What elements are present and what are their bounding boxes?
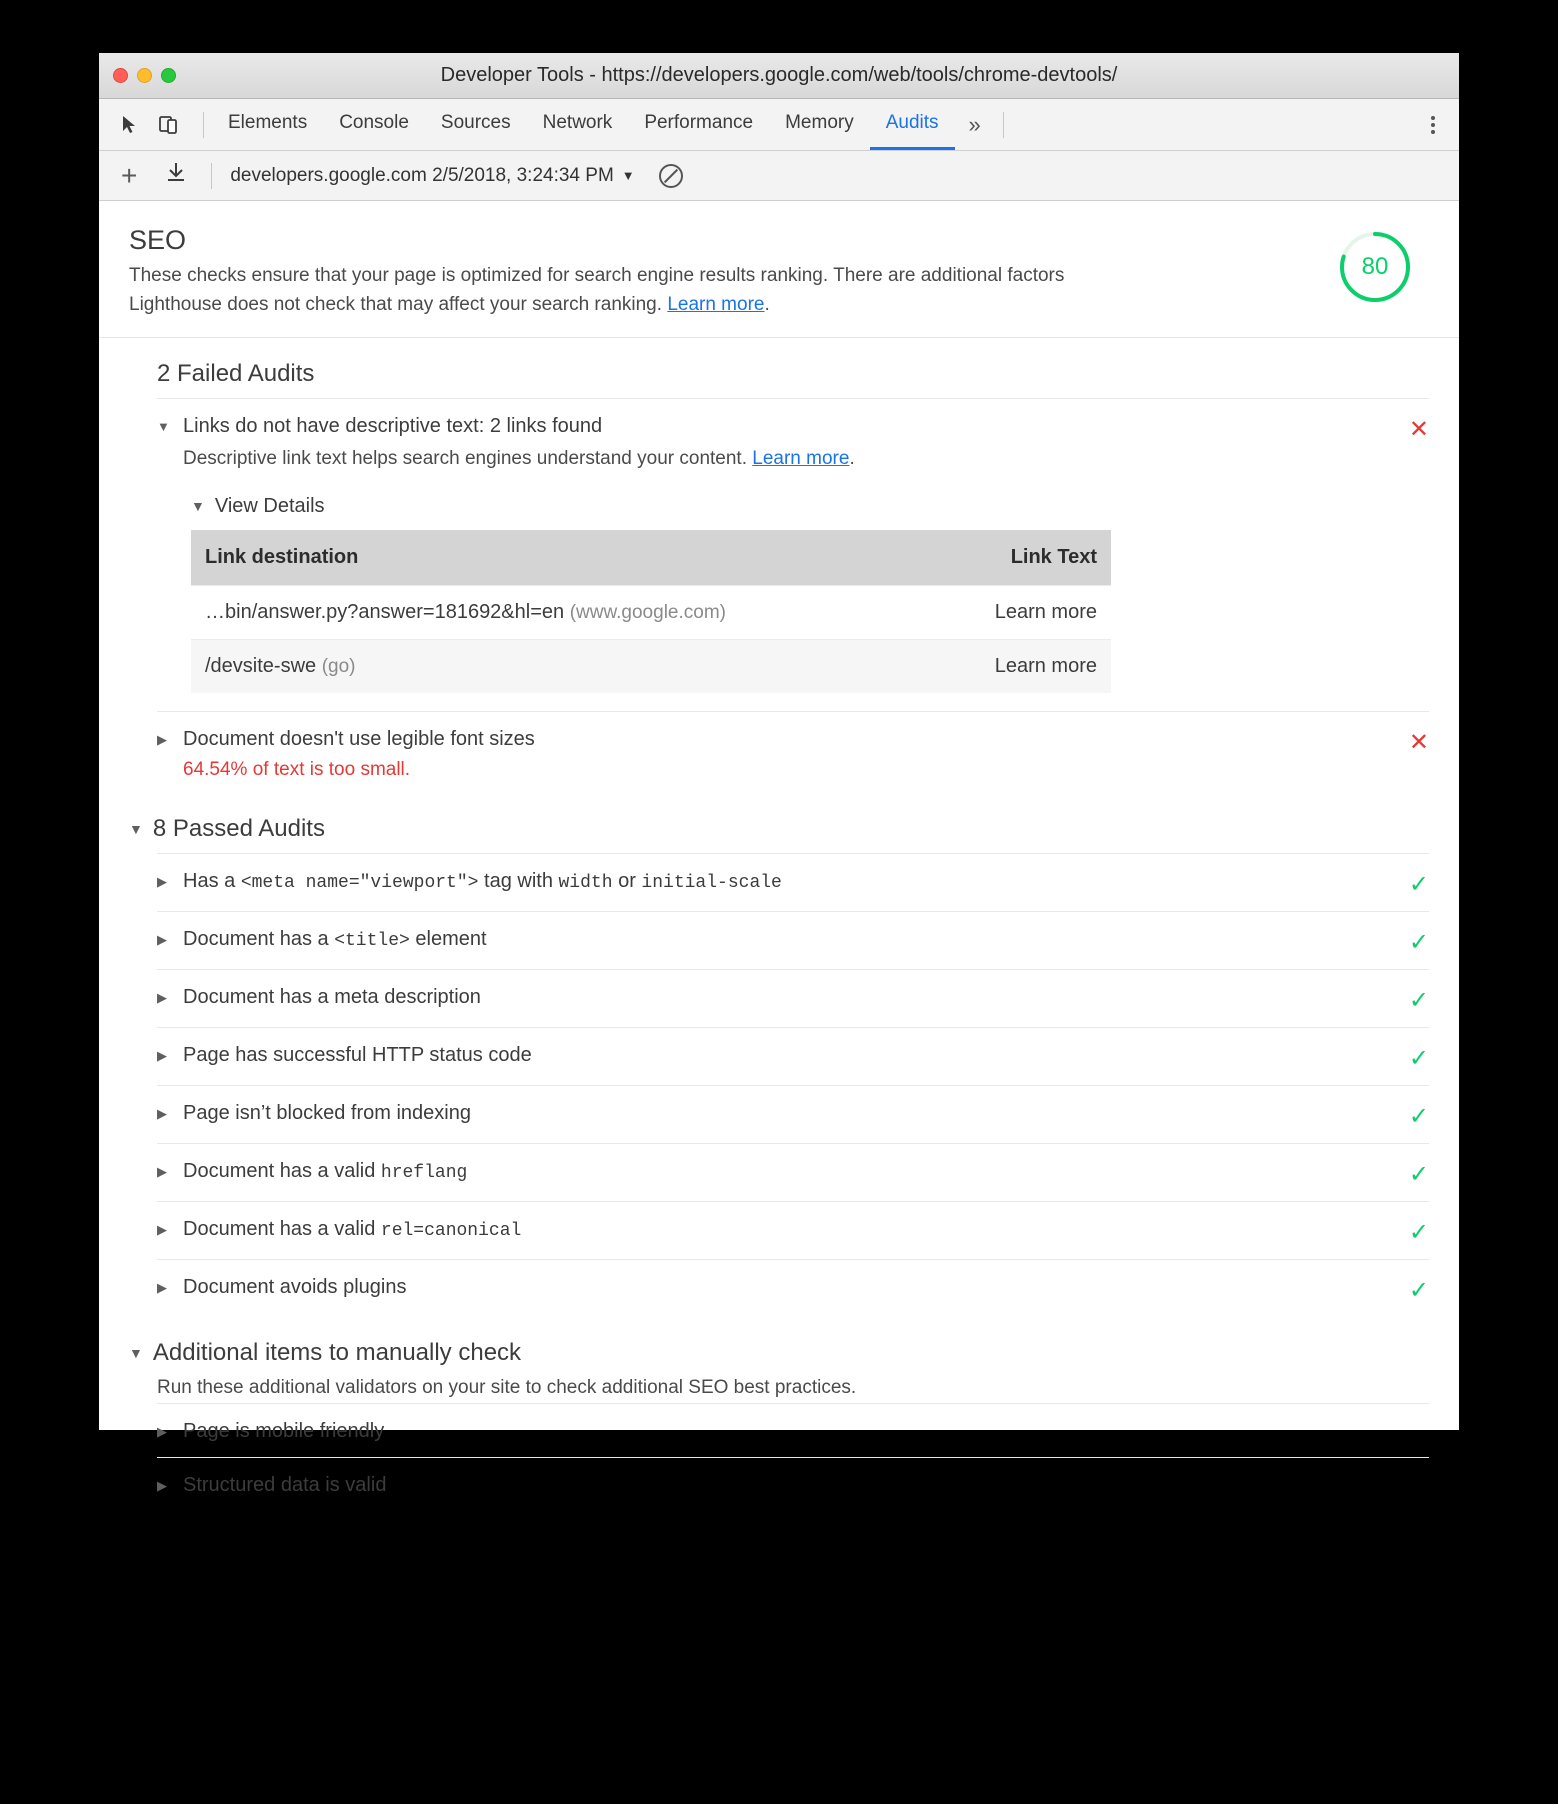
audit-description	[183, 446, 1389, 473]
tab-label: Performance	[644, 112, 754, 133]
manual-audits-heading[interactable]	[129, 1339, 1429, 1367]
view-details-toggle[interactable]	[191, 495, 1389, 518]
chevron-right-icon[interactable]: ▶	[157, 1105, 167, 1121]
audit-item-http-status[interactable]	[157, 1027, 1429, 1085]
link-details-table	[191, 530, 1111, 693]
manual-audits-description: Run these additional validators on your site to check additional SEO best practices.	[157, 1376, 857, 1398]
status-badge-none	[1389, 1418, 1429, 1420]
device-toolbar-icon[interactable]	[151, 108, 185, 142]
audit-item-meta-description[interactable]	[157, 969, 1429, 1027]
add-audit-button[interactable]: +	[121, 159, 138, 191]
link-destination-text: /devsite-swe	[205, 654, 317, 677]
kebab-menu-icon[interactable]	[1413, 116, 1453, 134]
tab-memory[interactable]	[769, 99, 870, 150]
audit-item-link-text[interactable]	[157, 398, 1429, 711]
chevron-right-icon[interactable]: ▶	[157, 1221, 167, 1237]
chevron-down-icon: ▼	[621, 168, 635, 183]
chevron-right-icon[interactable]: ▶	[157, 1423, 167, 1439]
audit-warning: 64.54% of text is too small.	[183, 758, 411, 780]
tool-icon-group	[105, 99, 195, 150]
toolbar-divider	[203, 112, 204, 138]
tab-label: Memory	[785, 112, 854, 133]
failed-audits-heading	[157, 360, 1429, 388]
audit-title: Page has successful HTTP status code	[183, 1043, 532, 1066]
chevron-right-icon[interactable]: ▶	[157, 989, 167, 1005]
cell-link-destination	[191, 639, 935, 693]
panel-tabs	[212, 99, 955, 150]
toolbar-divider	[1003, 112, 1004, 138]
page-title: SEO	[129, 225, 187, 255]
status-badge-pass: ✓	[1408, 870, 1429, 898]
download-icon[interactable]	[159, 161, 193, 190]
table-row	[191, 585, 1111, 639]
passed-audits-heading-label: 8 Passed Audits	[152, 814, 325, 842]
status-badge-pass: ✓	[1408, 1218, 1429, 1246]
audit-title: Document has a valid rel=canonical	[183, 1217, 522, 1241]
window-titlebar	[99, 53, 1459, 99]
chevron-right-icon[interactable]: ▶	[157, 1477, 167, 1493]
minimize-window-button[interactable]	[137, 68, 152, 83]
link-host-text: (www.google.com)	[569, 601, 726, 623]
audit-item-mobile-friendly[interactable]	[157, 1403, 1429, 1457]
window-controls[interactable]	[113, 68, 176, 83]
zoom-window-button[interactable]	[161, 68, 176, 83]
category-description-suffix: .	[764, 293, 770, 315]
table-header-row	[191, 530, 1111, 586]
tab-label: Elements	[228, 112, 308, 133]
view-details-label: View Details	[214, 494, 325, 517]
audit-item-font-size[interactable]	[157, 711, 1429, 793]
audit-learn-more-link[interactable]: Learn more	[752, 448, 850, 469]
close-window-button[interactable]	[113, 68, 128, 83]
tab-sources[interactable]	[425, 99, 527, 150]
status-badge-pass: ✓	[1408, 986, 1429, 1014]
audit-title: Page isn’t blocked from indexing	[183, 1101, 471, 1124]
chevron-right-icon[interactable]: ▶	[157, 873, 167, 889]
audit-title: Document has a meta description	[183, 985, 481, 1008]
audit-title: Structured data is valid	[183, 1473, 387, 1496]
audit-item-plugins[interactable]	[157, 1259, 1429, 1317]
audit-item-viewport[interactable]	[157, 853, 1429, 911]
status-badge-pass: ✓	[1408, 928, 1429, 956]
category-learn-more-link[interactable]: Learn more	[667, 293, 765, 315]
status-badge-fail: ✕	[1408, 416, 1429, 443]
status-badge-pass: ✓	[1408, 1160, 1429, 1188]
passed-audits-heading[interactable]	[129, 815, 1429, 843]
tab-label: Sources	[440, 112, 511, 133]
clear-icon[interactable]	[659, 164, 683, 188]
category-description-text: These checks ensure that your page is optimized for search engine results ranking. There are additional factors Lighthouse does not check that may affect your search ranking.	[129, 265, 1065, 315]
devtools-window	[99, 53, 1459, 1496]
more-tabs-icon[interactable]: »	[968, 111, 981, 137]
tab-network[interactable]	[527, 99, 629, 150]
audit-item-indexing[interactable]	[157, 1085, 1429, 1143]
audit-description-text: Descriptive link text helps search engines understand your content.	[183, 448, 753, 469]
chevron-right-icon[interactable]: ▶	[157, 1047, 167, 1063]
audit-run-label: developers.google.com 2/5/2018, 3:24:34 PM	[230, 164, 614, 186]
chevron-right-icon[interactable]: ▶	[157, 931, 167, 947]
audit-item-structured-data[interactable]	[157, 1457, 1429, 1511]
cell-link-destination	[191, 585, 935, 639]
column-header-link-text: Link Text	[935, 530, 1111, 586]
window-title: Developer Tools - https://developers.google.com/web/tools/chrome-devtools/	[440, 64, 1118, 86]
cell-link-text: Learn more	[935, 639, 1111, 693]
status-badge-pass: ✓	[1408, 1276, 1429, 1304]
audit-description-suffix: .	[849, 448, 855, 469]
link-host-text: (go)	[321, 655, 356, 677]
chevron-down-icon: ▼	[191, 498, 205, 515]
audit-title: Document has a valid hreflang	[183, 1159, 468, 1183]
audits-toolbar	[99, 151, 1459, 201]
audit-title: Has a <meta name="viewport"> tag with width or initial-scale	[183, 869, 782, 893]
toolbar-divider	[211, 163, 212, 189]
tab-label: Audits	[885, 112, 939, 133]
status-badge-fail: ✕	[1408, 728, 1429, 756]
audit-title: Page is mobile friendly	[183, 1419, 385, 1442]
status-badge-pass: ✓	[1408, 1044, 1429, 1072]
passed-audits-list	[129, 853, 1429, 1317]
audit-run-selector[interactable]	[230, 165, 634, 187]
failed-audits-heading-label: 2 Failed Audits	[157, 360, 315, 387]
chevron-right-icon[interactable]: ▶	[157, 731, 167, 747]
category-header	[99, 201, 1459, 338]
category-description	[129, 262, 1109, 319]
status-badge-none	[1389, 1472, 1429, 1474]
tab-console[interactable]	[323, 99, 425, 150]
cell-link-text: Learn more	[935, 585, 1111, 639]
audits-report	[99, 201, 1459, 1496]
column-header-link-destination: Link destination	[191, 530, 935, 586]
manual-audits-heading-label: Additional items to manually check	[152, 1338, 522, 1366]
manual-audits-list	[129, 1403, 1429, 1511]
chevron-down-icon: ▼	[129, 820, 143, 837]
audit-title: Document has a <title> element	[183, 927, 487, 951]
audit-title: Document avoids plugins	[183, 1275, 407, 1298]
score-gauge	[1337, 229, 1413, 305]
chevron-right-icon[interactable]: ▶	[157, 1279, 167, 1295]
audit-item-hreflang[interactable]	[157, 1143, 1429, 1201]
inspect-icon[interactable]	[113, 108, 147, 142]
tab-label: Console	[339, 112, 409, 133]
tab-audits[interactable]	[870, 99, 955, 150]
chevron-down-icon[interactable]: ▼	[157, 419, 170, 434]
tab-performance[interactable]	[628, 99, 769, 150]
audit-title: Document doesn't use legible font sizes	[183, 727, 535, 750]
devtools-tabbar	[99, 99, 1459, 151]
audit-item-canonical[interactable]	[157, 1201, 1429, 1259]
audit-title: Links do not have descriptive text: 2 links found	[183, 415, 603, 437]
link-destination-text: …bin/answer.py?answer=181692&hl=en	[205, 600, 565, 623]
score-value: 80	[1361, 253, 1389, 280]
audit-item-title-element[interactable]	[157, 911, 1429, 969]
report-body	[99, 360, 1459, 1511]
table-row	[191, 639, 1111, 693]
chevron-right-icon[interactable]: ▶	[157, 1163, 167, 1179]
chevron-down-icon: ▼	[129, 1344, 143, 1361]
status-badge-pass: ✓	[1408, 1102, 1429, 1130]
tab-elements[interactable]	[212, 99, 323, 150]
tab-label: Network	[542, 112, 613, 133]
